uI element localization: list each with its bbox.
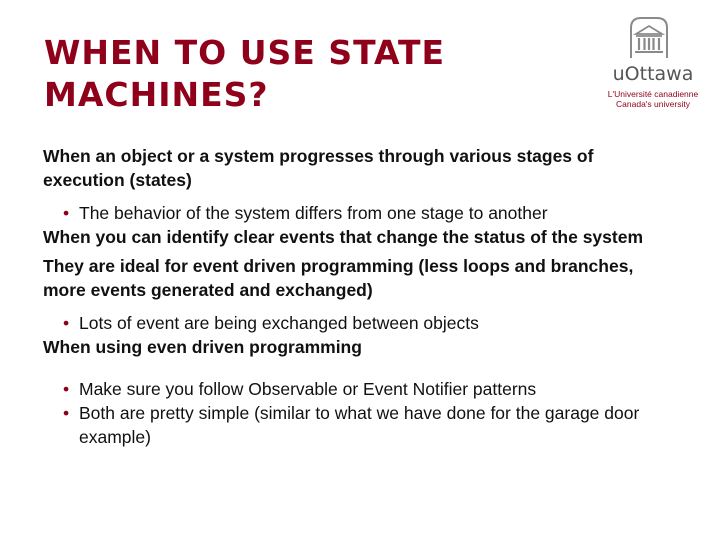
slide-body bbox=[43, 144, 643, 449]
logo-tagline bbox=[600, 89, 706, 109]
point-1: When an object or a system progresses through various stages of execution (states) bbox=[43, 146, 594, 190]
point-3-subpoint-1 bbox=[43, 311, 643, 335]
point-4: When using even driven programming bbox=[43, 337, 362, 357]
point-3-subpoint-1-text: Lots of event are being exchanged between objects bbox=[79, 313, 479, 333]
logo-tagline-line1: L'Université canadienne bbox=[607, 89, 699, 99]
point-4-subpoint-1 bbox=[43, 377, 643, 401]
university-building-icon bbox=[627, 14, 671, 60]
uottawa-logo bbox=[600, 14, 706, 114]
point-4-subpoint-1-text: Make sure you follow Observable or Event Notifier patterns bbox=[79, 379, 537, 399]
slide-title: WHEN TO USE STATE MACHINES? bbox=[44, 33, 446, 114]
bullet-icon: • bbox=[63, 313, 70, 333]
point-1-subpoint-1 bbox=[43, 201, 643, 225]
logo-wordmark: uOttawa bbox=[612, 63, 694, 85]
point-1-subpoint-1-text: The behavior of the system differs from one stage to another bbox=[79, 203, 548, 223]
point-4-subpoint-2-text: Both are pretty simple (similar to what we have done for the garage door example) bbox=[79, 403, 640, 447]
point-4-subpoint-2 bbox=[43, 401, 643, 449]
bullet-icon: • bbox=[63, 379, 70, 399]
point-3: They are ideal for event driven programming (less loops and branches, more events generated and exchanged) bbox=[43, 256, 634, 300]
bullet-icon: • bbox=[63, 403, 70, 423]
bullet-icon: • bbox=[63, 203, 70, 223]
logo-tagline-line2: Canada's university bbox=[616, 99, 690, 109]
point-2: When you can identify clear events that change the status of the system bbox=[43, 227, 644, 247]
